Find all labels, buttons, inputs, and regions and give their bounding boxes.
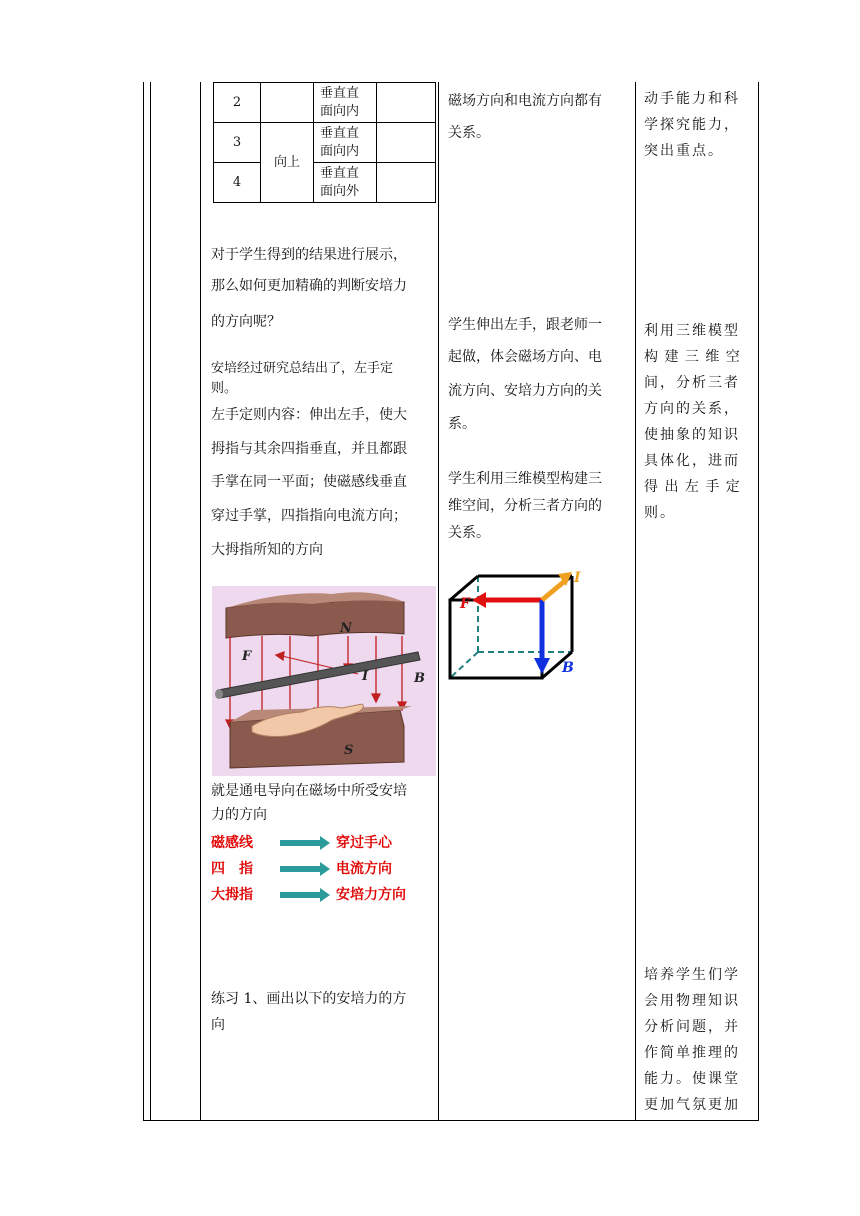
student-follow-1: 学生伸出左手，跟老师一 bbox=[448, 317, 602, 333]
mapping-arrow-icon bbox=[280, 888, 332, 902]
ampere-intro-2: 则。 bbox=[211, 381, 238, 396]
rule-text-4: 穿过手掌，四指指向电流方向； bbox=[211, 508, 407, 524]
student-top-2: 关系。 bbox=[448, 125, 490, 141]
intent-bottom-4: 作简单推理的 bbox=[644, 1045, 740, 1061]
mapping-left-3: 大拇指 bbox=[211, 887, 253, 903]
rule-text-2: 拇指与其余四指垂直，并且都跟 bbox=[211, 441, 407, 457]
current-direction-merged: 向上 bbox=[261, 123, 314, 203]
intent-bottom-2: 会用物理知识 bbox=[644, 993, 740, 1009]
exercise-1: 练习 1、画出以下的安培力的方 bbox=[211, 991, 407, 1007]
show-text-line-2: 那么如何更加精确的判断安培力 bbox=[211, 278, 407, 294]
student-top-1: 磁场方向和电流方向都有 bbox=[448, 93, 602, 109]
row-number: 3 bbox=[214, 123, 261, 163]
rule-text-1: 左手定则内容：伸出左手，使大 bbox=[211, 407, 407, 423]
exercise-2: 向 bbox=[211, 1017, 225, 1033]
ampere-intro-1: 安培经过研究总结出了，左手定 bbox=[211, 361, 394, 376]
col-border-2 bbox=[438, 82, 439, 1120]
show-text-line-1: 对于学生得到的结果进行展示， bbox=[211, 247, 407, 263]
rule-text-5: 大拇指所知的方向 bbox=[211, 542, 323, 558]
mapping-right-1: 穿过手心 bbox=[336, 835, 392, 851]
current-direction-cell bbox=[261, 83, 314, 123]
after-image-2: 力的方向 bbox=[211, 807, 267, 823]
label-f: F bbox=[242, 649, 252, 664]
intent-bottom-3: 分析问题，并 bbox=[644, 1019, 740, 1035]
field-direction-cell: 垂直直 面向外 bbox=[314, 163, 377, 203]
field-direction-cell: 垂直直 面向内 bbox=[314, 83, 377, 123]
student-model-1: 学生利用三维模型构建三 bbox=[448, 471, 602, 487]
mapping-arrow-icon bbox=[280, 836, 332, 850]
intent-model-1: 利用三维模型 bbox=[644, 323, 740, 339]
field-direction-cell: 垂直直 面向内 bbox=[314, 123, 377, 163]
intent-model-4: 方向的关系， bbox=[644, 401, 740, 417]
force-direction-cell bbox=[377, 83, 436, 123]
col-border-3 bbox=[635, 82, 636, 1120]
mapping-right-3: 安培力方向 bbox=[336, 887, 406, 903]
label-i: I bbox=[362, 669, 369, 684]
show-text-line-3: 的方向呢？ bbox=[211, 314, 281, 330]
intent-bottom-1: 培养学生们学 bbox=[644, 967, 740, 983]
table-bottom-border bbox=[143, 1120, 759, 1121]
after-image-1: 就是通电导向在磁场中所受安培 bbox=[211, 783, 407, 799]
student-model-3: 关系。 bbox=[448, 525, 490, 541]
col-border-1 bbox=[200, 82, 201, 1120]
intent-top-2: 学探究能力， bbox=[644, 117, 740, 133]
student-model-2: 维空间，分析三者方向的 bbox=[448, 498, 602, 514]
col-border-0b bbox=[150, 82, 151, 1120]
intent-model-7: 得 出 左 手 定 bbox=[644, 479, 741, 495]
left-hand-rule-figure bbox=[212, 586, 436, 776]
student-follow-3: 流方向、安培力方向的关 bbox=[448, 383, 602, 399]
label-s: S bbox=[344, 743, 354, 758]
mapping-right-2: 电流方向 bbox=[336, 861, 392, 877]
col-border-4 bbox=[758, 82, 759, 1120]
label-n: N bbox=[340, 621, 352, 636]
mapping-left-2: 四 指 bbox=[211, 861, 253, 877]
force-direction-cell bbox=[377, 163, 436, 203]
cube-label-f: F bbox=[460, 596, 470, 612]
mapping-arrow-icon bbox=[280, 862, 332, 876]
intent-bottom-5: 能力。使课堂 bbox=[644, 1071, 740, 1087]
row-number: 4 bbox=[214, 163, 261, 203]
intent-model-2: 构 建 三 维 空 bbox=[644, 349, 741, 365]
intent-model-5: 使抽象的知识 bbox=[644, 427, 740, 443]
force-direction-cell bbox=[377, 123, 436, 163]
intent-top-1: 动手能力和科 bbox=[644, 91, 740, 107]
cube-label-b: B bbox=[562, 660, 574, 676]
experiment-table bbox=[213, 82, 436, 203]
student-follow-2: 起做，体会磁场方向、电 bbox=[448, 349, 602, 365]
student-follow-4: 系。 bbox=[448, 416, 476, 432]
cube-direction-figure bbox=[446, 566, 586, 684]
row-number: 2 bbox=[214, 83, 261, 123]
intent-model-6: 具体化，进而 bbox=[644, 453, 740, 469]
intent-bottom-6: 更加气氛更加 bbox=[644, 1097, 740, 1113]
intent-top-3: 突出重点。 bbox=[644, 143, 724, 159]
intent-model-3: 间，分析三者 bbox=[644, 375, 740, 391]
rule-text-3: 手掌在同一平面；使磁感线垂直 bbox=[211, 474, 407, 490]
intent-model-8: 则。 bbox=[644, 505, 676, 521]
label-b: B bbox=[414, 671, 425, 686]
cube-label-i: I bbox=[574, 570, 581, 586]
mapping-left-1: 磁感线 bbox=[211, 835, 253, 851]
col-border-0 bbox=[143, 82, 144, 1120]
